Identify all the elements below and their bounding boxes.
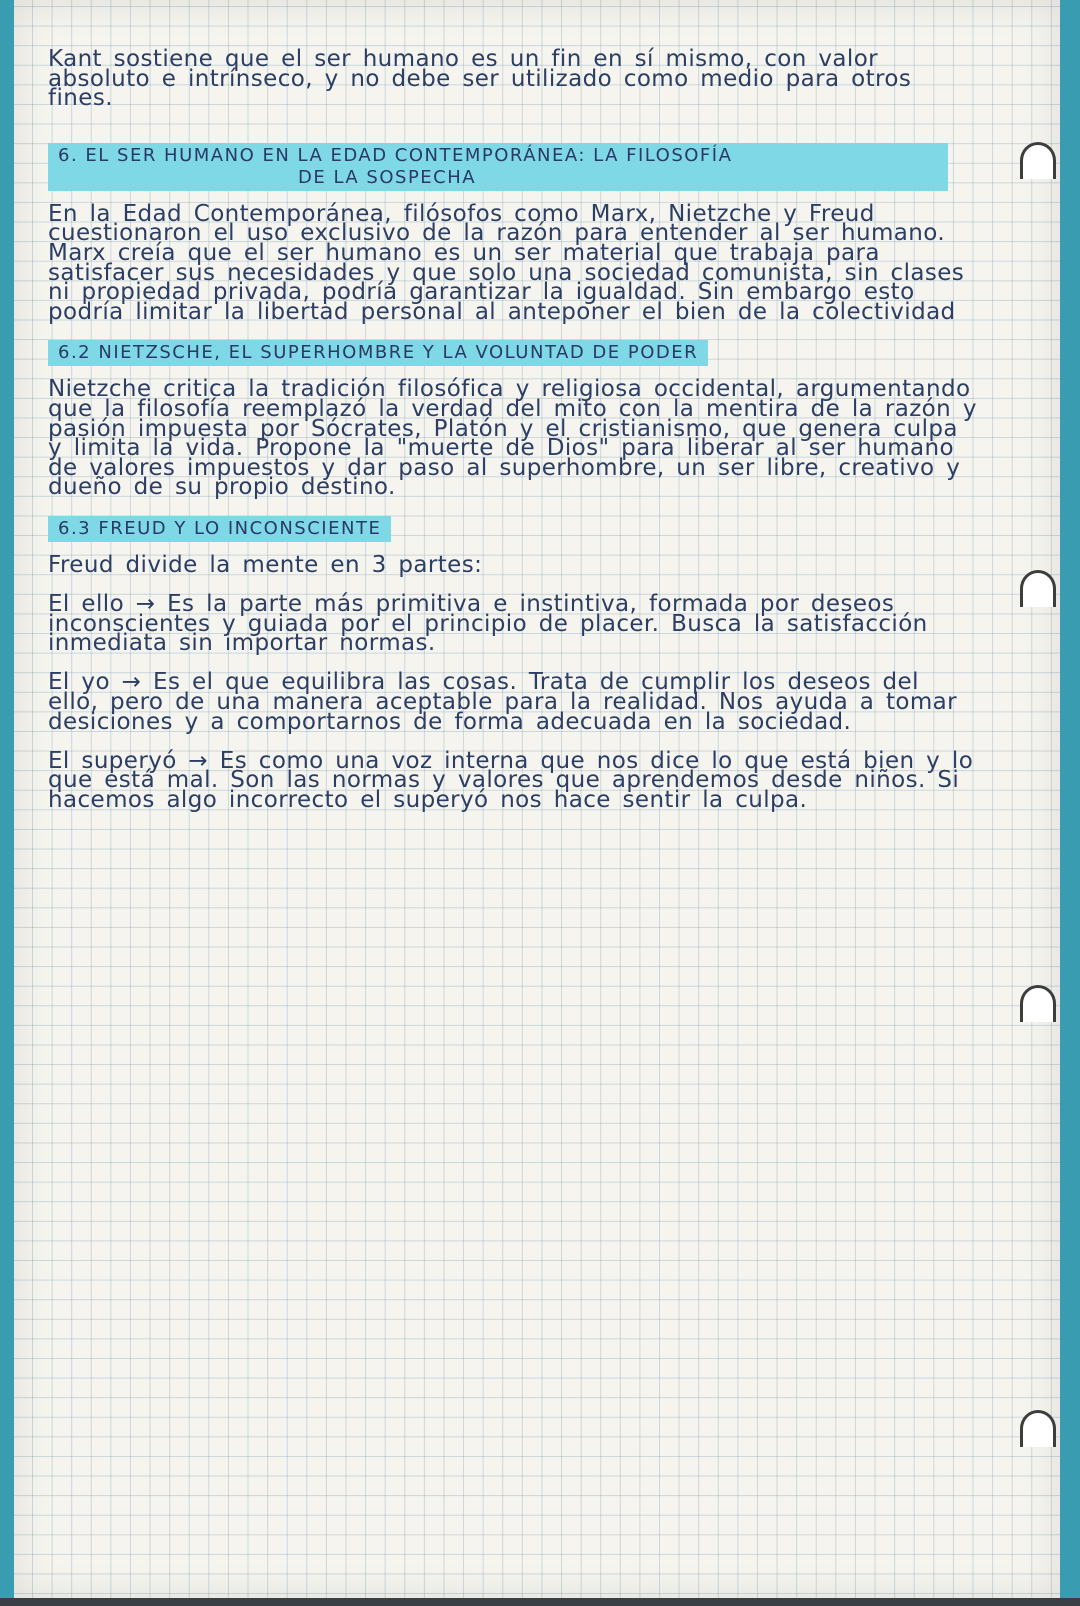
kant-paragraph: Kant sostiene que el ser humano es un fin en sí mismo, con valor absoluto e intrínseco, y no debe ser utilizado como medio para otros fines. — [48, 46, 912, 112]
binder-ring-icon — [1020, 1410, 1056, 1447]
binder-ring-icon — [1020, 985, 1056, 1022]
page-bottom-edge — [0, 1598, 1080, 1606]
marx-paragraph: En la Edad Contemporánea, filósofos como Marx, Nietzche y Freud cuestionaron el uso exclusivo de la razón para entender al ser humano. Marx creía que el ser humano es un ser material que trabaja para satisfacer sus necesidades y que solo una sociedad comunista, sin clases ni propiedad privada, podría garantizar la igualdad. Sin embargo esto podría limitar la libertad personal al anteponer el bien de la colectividad — [48, 200, 965, 325]
section-6-2-title: 6.2 NIETZSCHE, EL SUPERHOMBRE Y LA VOLUNTAD DE PODER — [48, 340, 708, 366]
binder-ring-icon — [1020, 570, 1056, 607]
section-6-title-line2: DE LA SOSPECHA — [298, 166, 477, 188]
freud-intro: Freud divide la mente en 3 partes: — [48, 551, 483, 578]
binder-ring-icon — [1020, 142, 1056, 179]
section-6-title-line1: 6. EL SER HUMANO EN LA EDAD CONTEMPORÁNEA: LA FILOSOFÍA — [58, 144, 733, 166]
handwritten-notes — [48, 46, 978, 814]
nietzsche-paragraph: Nietzche critica la tradición filosófica y religiosa occidental, argumentando que la filosofía reemplazó la verdad del mito con la mentira de la razón y pasión impuesta por Sócrates, Platón y el cristianismo, que genera culpa y limita la vida. Propone la "muerte de Dios" para liberar al ser humano de valores impuestos y dar paso al superhombre, un ser libre, creativo y dueño de su propio destino. — [48, 376, 977, 501]
section-6-heading — [48, 143, 978, 191]
ello-paragraph: El ello → Es la parte más primitiva e instintiva, formada por deseos inconscientes y guiada por el principio de placer. Busca la satisfacción inmediata sin importar normas. — [48, 591, 928, 657]
yo-paragraph: El yo → Es el que equilibra las cosas. Trata de cumplir los deseos del ello, pero de una manera aceptable para la realidad. Nos ayuda a tomar desiciones y a comportarnos de forma adecuada en la sociedad. — [48, 669, 958, 735]
section-6-3-title: 6.3 FREUD Y LO INCONSCIENTE — [48, 516, 391, 542]
section-6-3-heading — [48, 516, 978, 542]
superyo-paragraph: El superyó → Es como una voz interna que nos dice lo que está bien y lo que está mal. Son las normas y valores que aprendemos desde niños. Si hacemos algo incorrecto el superyó nos hace sentir la culpa. — [48, 747, 974, 814]
section-6-2-heading — [48, 340, 978, 366]
highlight-band — [48, 143, 948, 191]
